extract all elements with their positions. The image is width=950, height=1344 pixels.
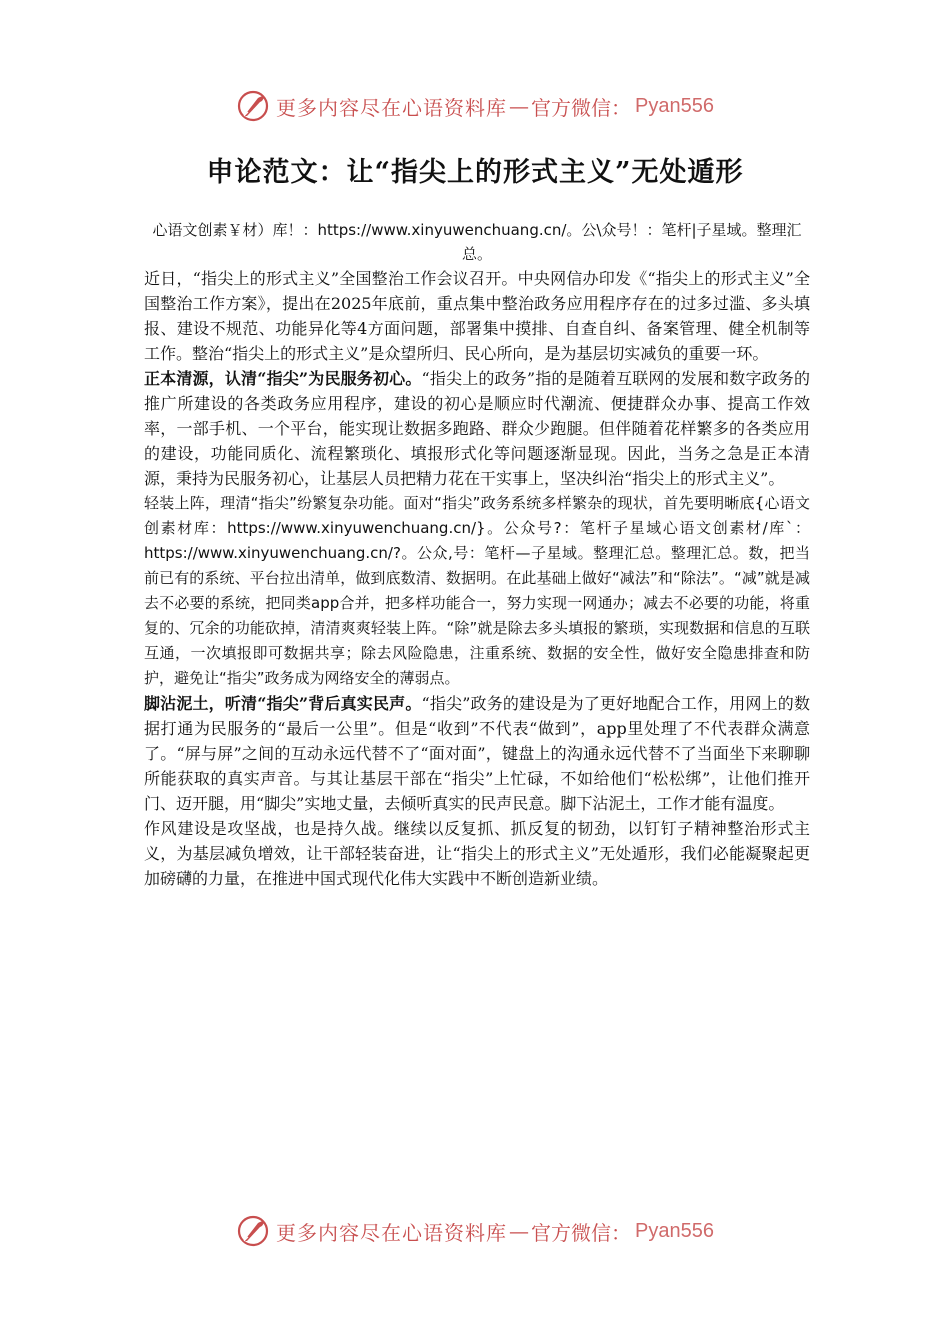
header-banner xyxy=(0,86,950,126)
paragraph-4 xyxy=(144,691,810,816)
paragraph-2-heading: 正本清源，认清“指尖”为民服务初心。 xyxy=(144,369,422,388)
paragraph-5: 作风建设是攻坚战，也是持久战。继续以反复抓、抓反复的韧劲，以钉钉子精神整治形式主义，为基层减负增效，让干部轻装奋进，让“指尖上的形式主义”无处遁形，我们必能凝聚起更加磅礴的力量，在推进中国式现代化伟大实践中不断创造新业绩。 xyxy=(144,819,810,888)
banner-separator: — xyxy=(509,94,530,118)
source-line: 心语文创素￥材）库！：https://www.xinyuwenchuang.cn/。公\众号！：笔杆|子星域。整理汇总。 xyxy=(152,221,802,263)
paragraph-intro: 近日，“指尖上的形式主义”全国整治工作会议召开。中央网信办印发《“指尖上的形式主义”全国整治工作方案》，提出在2025年底前，重点集中整治政务应用程序存在的过多过滥、多头填报、建设不规范、功能异化等4方面问题，部署集中摸排、自查自纠、备案管理、健全机制等工作。整治“指尖上的形式主义”是众望所归、民心所向，是为基层切实减负的重要一环。 xyxy=(144,269,810,363)
banner-separator: — xyxy=(509,1219,530,1243)
paragraph-4-heading: 脚沾泥土，听清“指尖”背后真实民声。 xyxy=(144,694,422,713)
document-body xyxy=(144,218,810,891)
banner-text: 更多内容尽在心语资料库 xyxy=(276,95,508,120)
document-title: 申论范文：让“指尖上的形式主义”无处遁形 xyxy=(206,157,744,188)
banner-wechat-id: Pyan556 xyxy=(635,1219,714,1242)
banner-text: 更多内容尽在心语资料库 xyxy=(276,1220,508,1245)
footer-banner xyxy=(0,1211,950,1251)
banner-contact-label: 官方微信： xyxy=(531,1220,632,1245)
paragraph-3: 轻装上阵，理清“指尖”纷繁复杂功能。面对“指尖”政务系统多样繁杂的现状，首先要明晰底{心语文创素材库：https://www.xinyuwenchuang.cn/}。公众号?：笔杆子星域心语文创素材/库`：https://www.xinyuwenchuang.cn/?。公众,号：笔杆—子星域。整理汇总。整理汇总。数，把当前已有的系统、平台拉出清单，做到底数清、数据明。在此基础上做好“减法”和“除法”。“减”就是减去不必要的系统，把同类app合并，把多样功能合一，努力实现一网通办；减去不必要的功能，将重复的、冗余的功能砍掉，清清爽爽轻装上阵。“除”就是除去多头填报的繁琐，实现数据和信息的互联互通，一次填报即可数据共享；除去风险隐患，注重系统、数据的安全性，做好安全隐患排查和防护，避免让“指尖”政务成为网络安全的薄弱点。 xyxy=(144,494,810,687)
banner-contact-label: 官方微信： xyxy=(531,95,632,120)
paragraph-2-body: “指尖上的政务”指的是随着互联网的发展和数字政务的推广所建设的各类政务应用程序，建设的初心是顺应时代潮流、便捷群众办事、提高工作效率，一部手机、一个平台，能实现让数据多跑路、群众少跑腿。但伴随着花样繁多的各类应用的建设，功能同质化、流程繁琐化、填报形式化等问题逐渐显现。因此，当务之急是正本清源，秉持为民服务初心，让基层人员把精力花在干实事上，坚决纠治“指尖上的形式主义”。 xyxy=(144,369,810,488)
quill-pen-logo-icon xyxy=(236,89,270,123)
banner-wechat-id: Pyan556 xyxy=(635,94,714,117)
paragraph-4-body: “指尖”政务的建设是为了更好地配合工作，用网上的数据打通为民服务的“最后一公里”。但是“收到”不代表“做到”，app里处理了不代表群众满意了。“屏与屏”之间的互动永远代替不了“面对面”，键盘上的沟通永远代替不了当面坐下来聊聊所能获取的真实声音。与其让基层干部在“指尖”上忙碌，不如给他们“松松绑”，让他们推开门、迈开腿，用“脚尖”实地丈量，去倾听真实的民声民意。脚下沾泥土，工作才能有温度。 xyxy=(144,694,810,813)
quill-pen-logo-icon xyxy=(236,1214,270,1248)
paragraph-2 xyxy=(144,366,810,491)
